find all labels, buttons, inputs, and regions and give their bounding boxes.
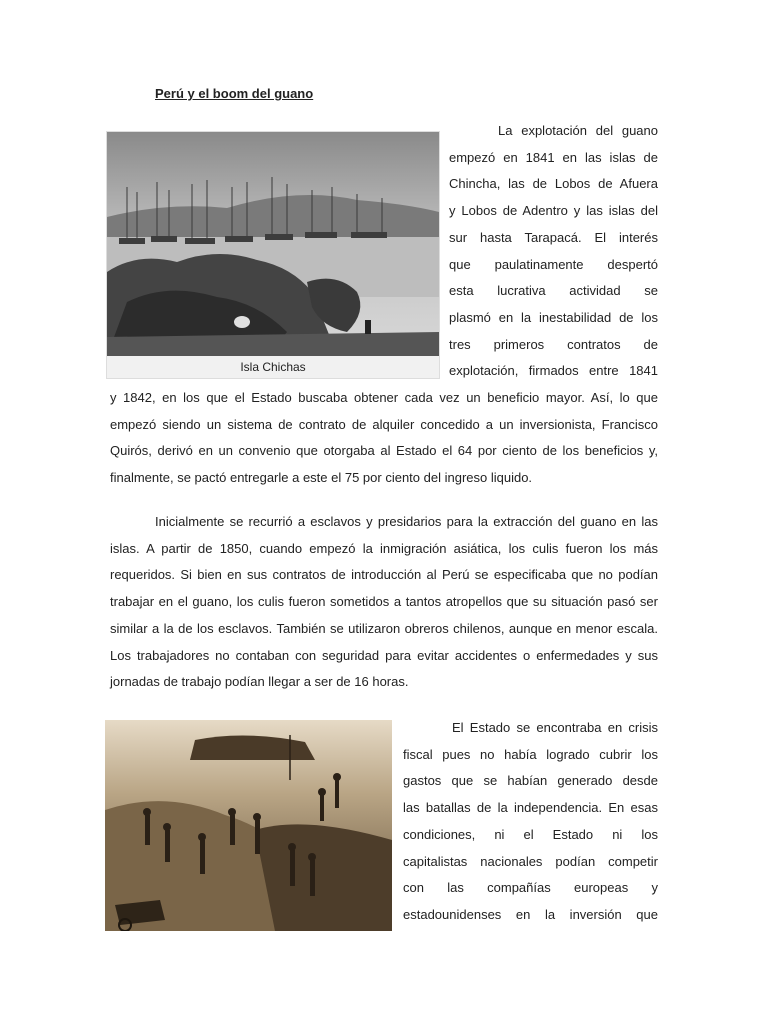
text-line: sur hasta Tarapacá. El interés	[449, 229, 658, 245]
text-line: esta lucrativa actividad se	[449, 283, 658, 299]
text-line: Chincha, las de Lobos de Afuera	[449, 176, 658, 192]
figure-guano-workers	[105, 720, 392, 931]
text-line: explotación, firmados entre 1841	[449, 363, 658, 379]
text-line: tres primeros contratos de	[449, 336, 658, 352]
paragraph-1-continued: y 1842, en los que el Estado buscaba obtener cada vez un beneficio mayor. Así, lo que empezó siendo un sistema de contrato de alquiler concedido a un inversionista, Francisco Quirós, derivó en un convenio que otorgaba al Estado el 64 por ciento de los beneficios y, finalmente, se pactó entregarle a este el 75 por ciento del ingreso liquido.	[110, 390, 658, 486]
text-line: plasmó en la inestabilidad de los	[449, 309, 658, 325]
paragraph-3-side	[403, 715, 658, 929]
text-line: gastos que se habían generado desde	[403, 773, 658, 789]
text-line: y Lobos de Adentro y las islas del	[449, 203, 658, 219]
paragraph-1-side	[449, 118, 658, 385]
text-line: condiciones, ni el Estado ni los	[403, 826, 658, 842]
text-line: las batallas de la independencia. En esas	[403, 800, 658, 816]
guano-workers-photo	[105, 720, 392, 931]
figure-caption: Isla Chichas	[240, 360, 306, 374]
text-line: empezó en 1841 en las islas de	[449, 149, 658, 165]
figure-isla-chichas	[106, 131, 440, 379]
text-line: capitalistas nacionales podían competir	[403, 853, 658, 869]
engraving-ships-image	[107, 132, 439, 356]
text-line: que paulatinamente despertó	[449, 256, 658, 272]
text-line: La explotación del guano	[498, 123, 658, 138]
text-line: con las compañías europeas y	[403, 880, 658, 896]
text-line: estadounidenses en la inversión que	[403, 906, 658, 922]
text-line: fiscal pues no había logrado cubrir los	[403, 746, 658, 762]
text-line: El Estado se encontraba en crisis	[452, 720, 658, 735]
paragraph-2: Inicialmente se recurrió a esclavos y presidarios para la extracción del guano en las islas. A partir de 1850, cuando empezó la inmigración asiática, los culis fueron los más requeridos. Si bien en sus contratos de introducción al Perú se especificaba que no podían trabajar en el guano, los culis fueron sometidos a tantos atropellos que su situación pasó ser similar a la de los esclavos. También se utilizaron obreros chilenos, aunque en menor escala. Los trabajadores no contaban con seguridad para evitar accidentes o enfermedades y sus jornadas de trabajo podían llegar a ser de 16 horas.	[110, 514, 658, 690]
page-title: Perú y el boom del guano	[155, 86, 314, 101]
